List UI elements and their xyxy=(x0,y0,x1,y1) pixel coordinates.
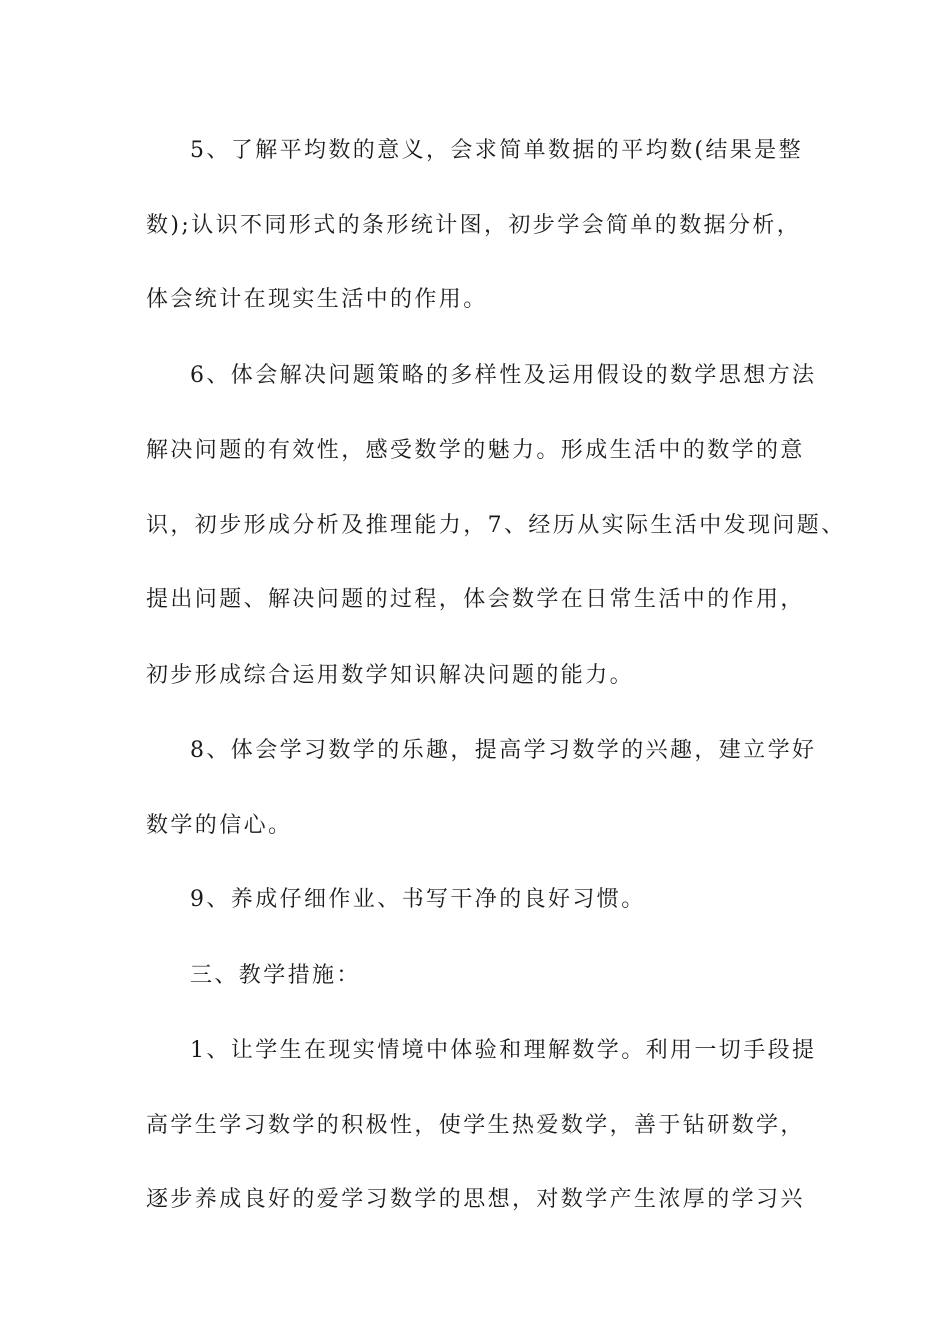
text-line-13: 1、让学生在现实情境中体验和理解数学。利用一切手段提 xyxy=(190,1038,817,1063)
text-line-9: 8、体会学习数学的乐趣，提高学习数学的兴趣，建立学好 xyxy=(190,738,817,763)
text-line-11: 9、养成仔细作业、书写干净的良好习惯。 xyxy=(190,887,646,912)
text-line-6: 识，初步形成分析及推理能力，7、经历从实际生活中发现问题、 xyxy=(146,513,846,538)
text-line-7: 提出问题、解决问题的过程，体会数学在日常生活中的作用， xyxy=(146,587,805,612)
text-line-14: 高学生学习数学的积极性，使学生热爱数学，善于钻研数学， xyxy=(146,1113,805,1138)
text-line-10: 数学的信心。 xyxy=(146,813,293,838)
text-line-3: 体会统计在现实生活中的作用。 xyxy=(146,287,488,312)
section-heading: 三、教学措施： xyxy=(190,963,361,988)
text-line-15: 逐步养成良好的爱学习数学的思想，对数学产生浓厚的学习兴 xyxy=(146,1187,805,1212)
text-line-2: 数);认识不同形式的条形统计图，初步学会简单的数据分析， xyxy=(146,213,802,238)
text-line-5: 解决问题的有效性，感受数学的魅力。形成生活中的数学的意 xyxy=(146,438,805,463)
text-line-4: 6、体会解决问题策略的多样性及运用假设的数学思想方法 xyxy=(190,363,817,388)
text-line-1: 5、了解平均数的意义，会求简单数据的平均数(结果是整 xyxy=(190,138,803,163)
text-line-8: 初步形成综合运用数学知识解决问题的能力。 xyxy=(146,663,635,688)
